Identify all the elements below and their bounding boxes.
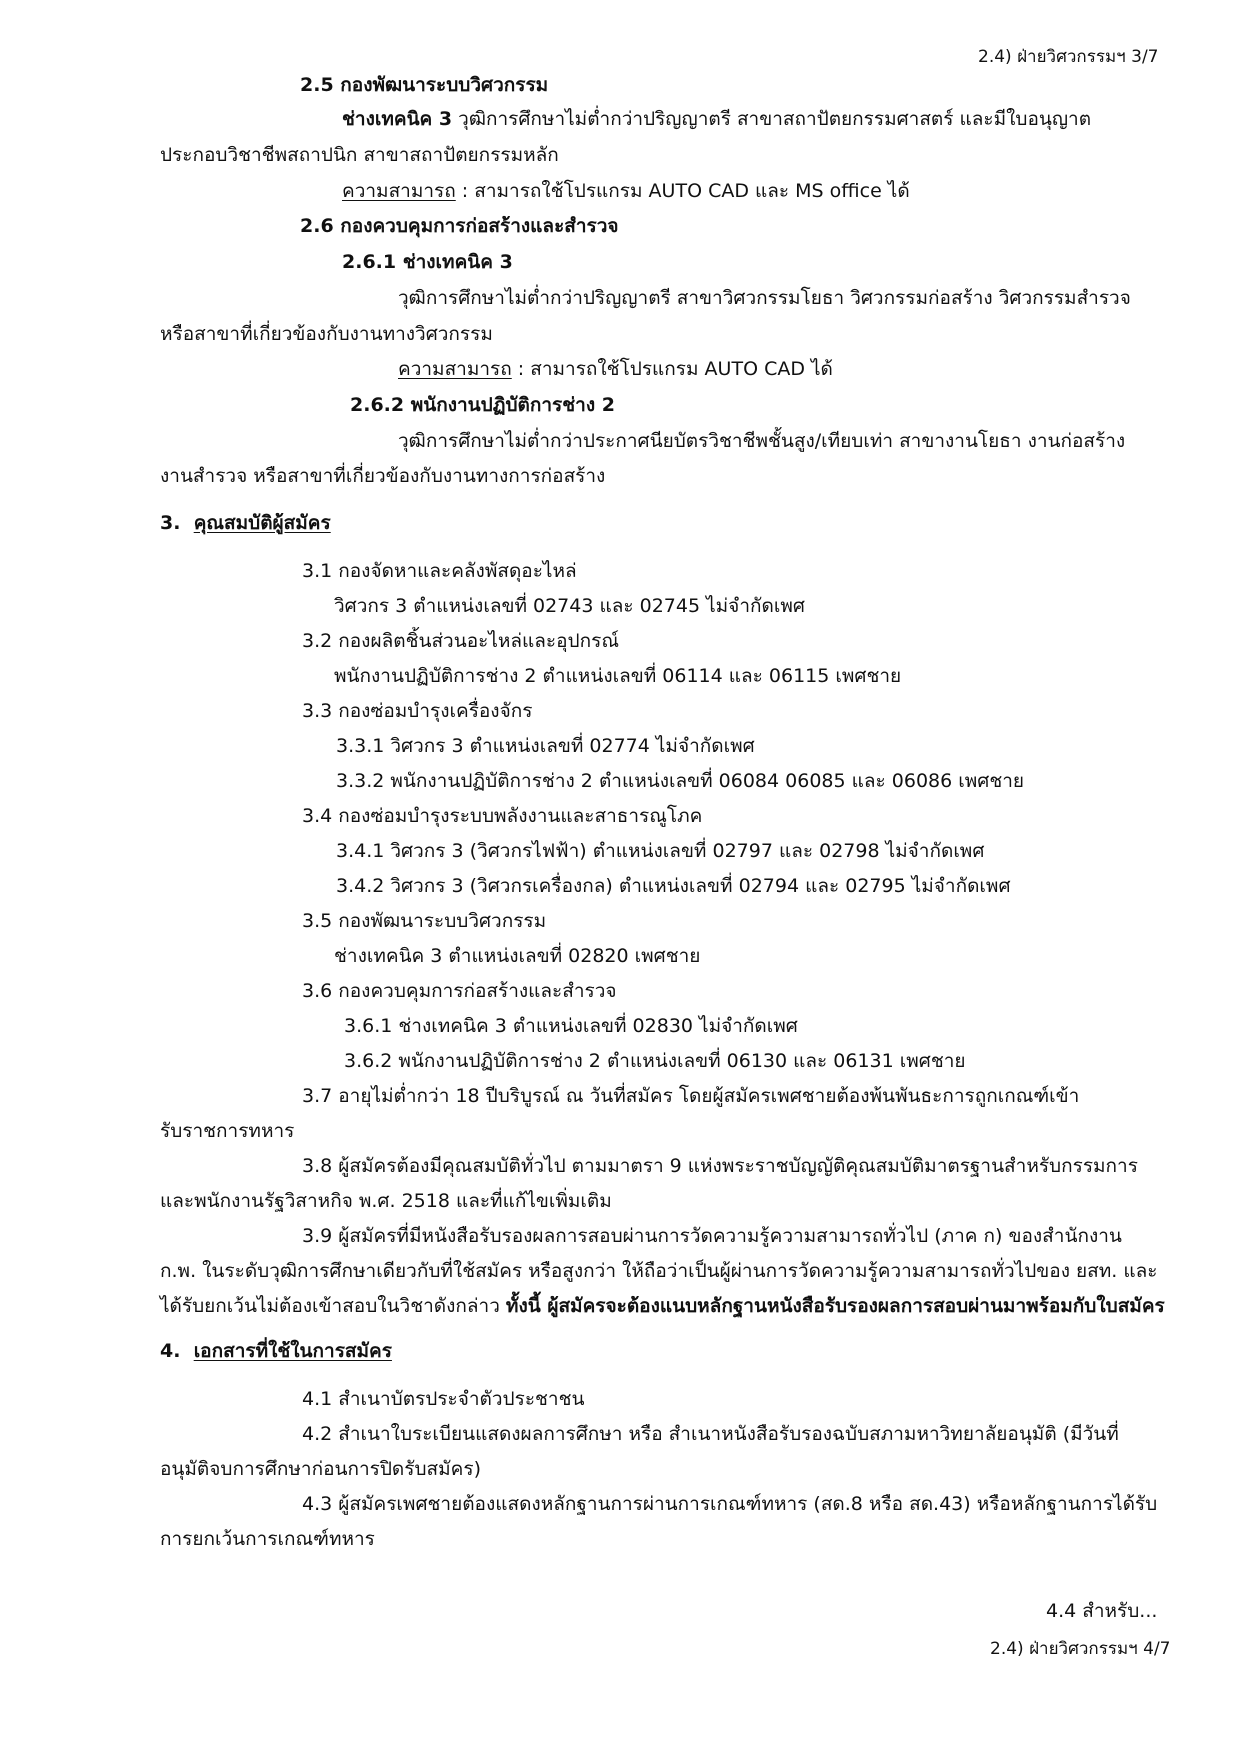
section-2-5-heading: 2.5 กองพัฒนาระบบวิศวกรรม <box>300 74 549 96</box>
section-2-5-text-line1 <box>342 106 1091 132</box>
item-3-1-detail: วิศวกร 3 ตำแหน่งเลขที่ 02743 และ 02745 ไม่จำกัดเพศ <box>334 595 805 617</box>
page-reference: 2.4) ฝ่ายวิศวกรรมฯ 3/7 <box>978 47 1159 67</box>
ability-text: : สามารถใช้โปรแกรม AUTO CAD และ MS office ได้ <box>455 180 910 202</box>
item-3-3: 3.3 กองซ่อมบำรุงเครื่องจักร <box>302 700 533 722</box>
item-3-5-detail: ช่างเทคนิค 3 ตำแหน่งเลขที่ 02820 เพศชาย <box>334 945 701 967</box>
item-3-6-2: 3.6.2 พนักงานปฏิบัติการช่าง 2 ตำแหน่งเลขที่ 06130 และ 06131 เพศชาย <box>344 1050 966 1072</box>
item-3-6: 3.6 กองควบคุมการก่อสร้างและสำรวจ <box>302 980 617 1002</box>
section-4-heading <box>160 1338 392 1364</box>
section-2-5-position: ช่างเทคนิค 3 <box>342 108 453 130</box>
next-page-reference: 2.4) ฝ่ายวิศวกรรมฯ 4/7 <box>990 1639 1171 1659</box>
section-2-6-2-heading: 2.6.2 พนักงานปฏิบัติการช่าง 2 <box>350 394 615 416</box>
item-3-6-1: 3.6.1 ช่างเทคนิค 3 ตำแหน่งเลขที่ 02830 ไม่จำกัดเพศ <box>344 1015 798 1037</box>
section-3-number: 3. <box>160 512 181 534</box>
item-3-8-line1: 3.8 ผู้สมัครต้องมีคุณสมบัติทั่วไป ตามมาตรา 9 แห่งพระราชบัญญัติคุณสมบัติมาตรฐานสำหรับกรรมการ <box>302 1155 1138 1177</box>
section-2-6-heading: 2.6 กองควบคุมการก่อสร้างและสำรวจ <box>300 215 619 237</box>
ability-label: ความสามารถ <box>398 358 512 380</box>
section-2-6-1-heading: 2.6.1 ช่างเทคนิค 3 <box>342 251 513 273</box>
section-3-heading <box>160 510 331 536</box>
section-2-6-2-line1: วุฒิการศึกษาไม่ต่ำกว่าประกาศนียบัตรวิชาชีพชั้นสูง/เทียบเท่า สาขางานโยธา งานก่อสร้าง <box>398 430 1126 452</box>
item-4-3-line1: 4.3 ผู้สมัครเพศชายต้องแสดงหลักฐานการผ่านการเกณฑ์ทหาร (สด.8 หรือ สด.43) หรือหลักฐานการได้รับ <box>302 1493 1158 1515</box>
item-3-1: 3.1 กองจัดหาและคลังพัสดุอะไหล่ <box>302 560 577 582</box>
item-3-2-detail: พนักงานปฏิบัติการช่าง 2 ตำแหน่งเลขที่ 06114 และ 06115 เพศชาย <box>334 665 902 687</box>
item-3-4-1: 3.4.1 วิศวกร 3 (วิศวกรไฟฟ้า) ตำแหน่งเลขที่ 02797 และ 02798 ไม่จำกัดเพศ <box>336 840 985 862</box>
continuation-text: 4.4 สำหรับ... <box>1046 1600 1158 1622</box>
item-3-7-line1: 3.7 อายุไม่ต่ำกว่า 18 ปีบริบูรณ์ ณ วันที่สมัคร โดยผู้สมัครเพศชายต้องพ้นพันธะการถูกเกณฑ์เข้า <box>302 1085 1080 1107</box>
section-2-6-1-line1: วุฒิการศึกษาไม่ต่ำกว่าปริญญาตรี สาขาวิศวกรรมโยธา วิศวกรรมก่อสร้าง วิศวกรรมสำรวจ <box>398 287 1131 309</box>
item-3-9-line3-plain: ได้รับยกเว้นไม่ต้องเข้าสอบในวิชาดังกล่าว <box>160 1295 506 1317</box>
section-2-5-text-line2: ประกอบวิชาชีพสถาปนิก สาขาสถาปัตยกรรมหลัก <box>160 144 559 166</box>
section-2-5-ability <box>342 178 910 204</box>
item-4-1: 4.1 สำเนาบัตรประจำตัวประชาชน <box>302 1388 585 1410</box>
item-3-9-line3-bold: ทั้งนี้ ผู้สมัครจะต้องแนบหลักฐานหนังสือรับรองผลการสอบผ่านมาพร้อมกับใบสมัคร <box>505 1295 1165 1317</box>
item-3-4-2: 3.4.2 วิศวกร 3 (วิศวกรเครื่องกล) ตำแหน่งเลขที่ 02794 และ 02795 ไม่จำกัดเพศ <box>336 875 1011 897</box>
section-2-6-2-line2: งานสำรวจ หรือสาขาที่เกี่ยวข้องกับงานทางการก่อสร้าง <box>160 465 606 487</box>
item-4-3-line2: การยกเว้นการเกณฑ์ทหาร <box>160 1528 375 1550</box>
item-3-8-line2: และพนักงานรัฐวิสาหกิจ พ.ศ. 2518 และที่แก้ไขเพิ่มเติม <box>160 1190 612 1212</box>
item-3-9-line1: 3.9 ผู้สมัครที่มีหนังสือรับรองผลการสอบผ่านการวัดความรู้ความสามารถทั่วไป (ภาค ก) ของสำนักงาน <box>302 1225 1122 1247</box>
item-3-9-line2: ก.พ. ในระดับวุฒิการศึกษาเดียวกับที่ใช้สมัคร หรือสูงกว่า ให้ถือว่าเป็นผู้ผ่านการวัดความรู้ความสามารถทั่วไปของ ยสท. และ <box>160 1260 1158 1282</box>
item-4-2-line2: อนุมัติจบการศึกษาก่อนการปิดรับสมัคร) <box>160 1458 481 1480</box>
item-3-7-line2: รับราชการทหาร <box>160 1120 295 1142</box>
item-3-9-line3 <box>160 1293 1165 1319</box>
item-3-5: 3.5 กองพัฒนาระบบวิศวกรรม <box>302 910 547 932</box>
item-3-4: 3.4 กองซ่อมบำรุงระบบพลังงานและสาธารณูโภค <box>302 805 703 827</box>
section-2-5-qualification: วุฒิการศึกษาไม่ต่ำกว่าปริญญาตรี สาขาสถาปัตยกรรมศาสตร์ และมีใบอนุญาต <box>452 108 1092 130</box>
item-3-2: 3.2 กองผลิตชิ้นส่วนอะไหล่และอุปกรณ์ <box>302 630 619 652</box>
section-2-6-1-ability <box>398 356 833 382</box>
section-3-title: คุณสมบัติผู้สมัคร <box>193 512 331 534</box>
ability-text: : สามารถใช้โปรแกรม AUTO CAD ได้ <box>511 358 833 380</box>
item-3-3-2: 3.3.2 พนักงานปฏิบัติการช่าง 2 ตำแหน่งเลขที่ 06084 06085 และ 06086 เพศชาย <box>336 770 1025 792</box>
ability-label: ความสามารถ <box>342 180 456 202</box>
section-2-6-1-line2: หรือสาขาที่เกี่ยวข้องกับงานทางวิศวกรรม <box>160 323 493 345</box>
item-4-2-line1: 4.2 สำเนาใบระเบียนแสดงผลการศึกษา หรือ สำเนาหนังสือรับรองฉบับสภามหาวิทยาลัยอนุมัติ (มีวันที่ <box>302 1423 1119 1445</box>
section-4-number: 4. <box>160 1340 181 1362</box>
item-3-3-1: 3.3.1 วิศวกร 3 ตำแหน่งเลขที่ 02774 ไม่จำกัดเพศ <box>336 735 755 757</box>
section-4-title: เอกสารที่ใช้ในการสมัคร <box>193 1340 392 1362</box>
